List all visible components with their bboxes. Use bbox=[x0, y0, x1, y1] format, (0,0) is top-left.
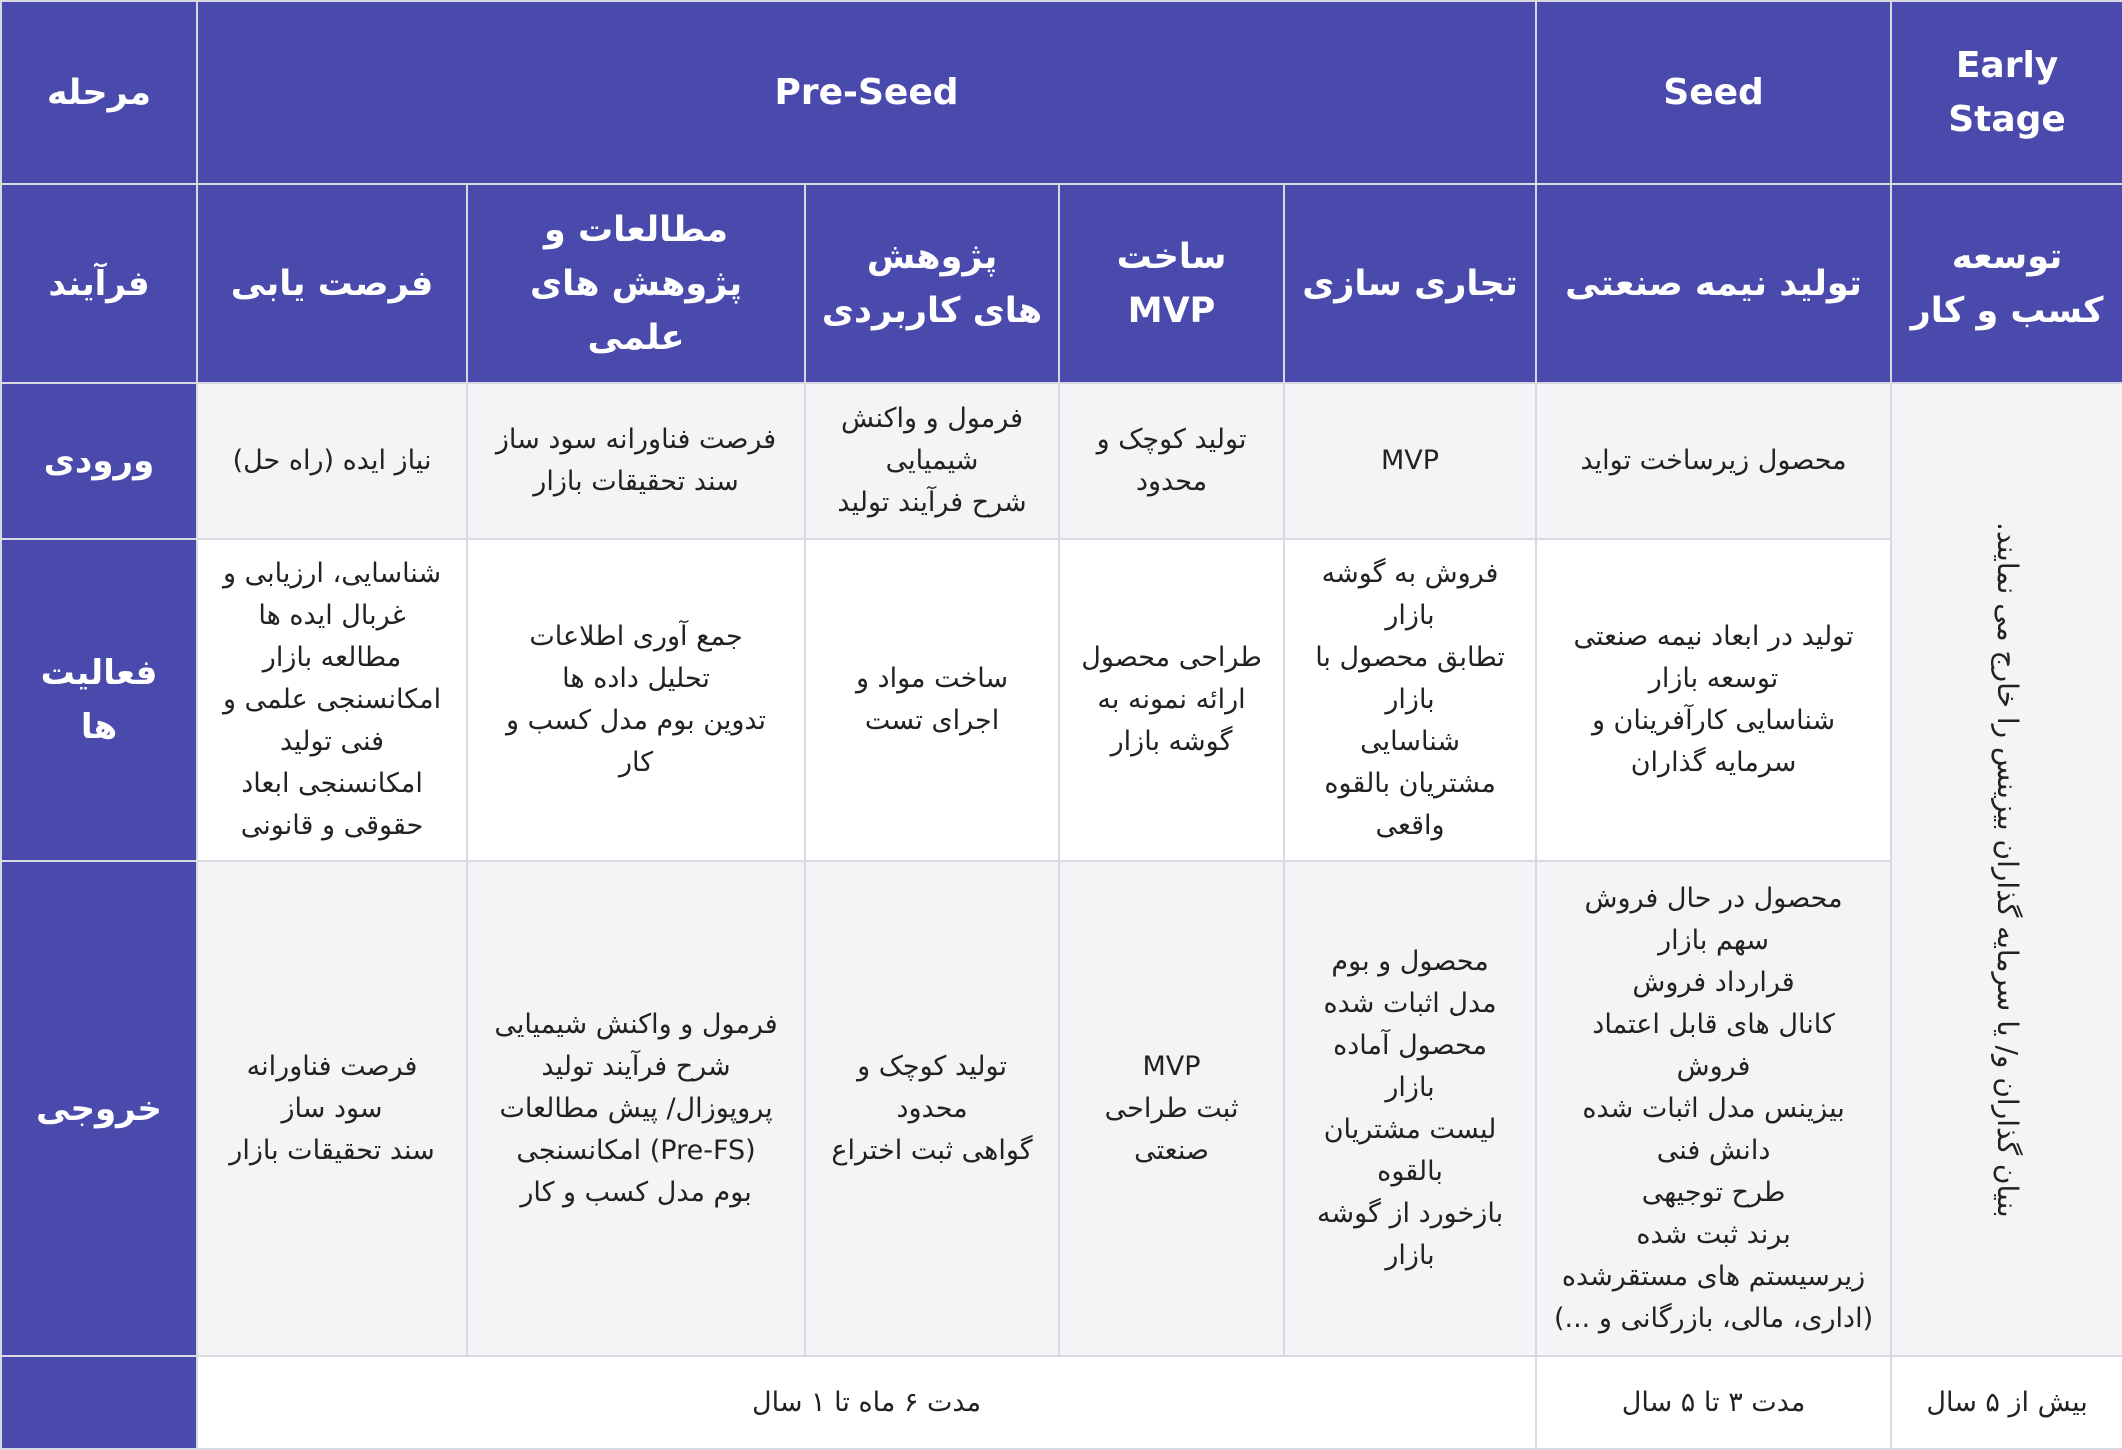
activities-mvp-build bbox=[1059, 539, 1284, 861]
cell-line: جمع آوری اطلاعات bbox=[529, 621, 743, 652]
cell-line: طرح توجیهی bbox=[1641, 1176, 1786, 1208]
output-mvp-build bbox=[1059, 861, 1284, 1356]
cell-line: تطابق محصول با bbox=[1315, 642, 1505, 673]
cell-line: محصول آماده bbox=[1333, 1029, 1487, 1061]
stage-early-stage-line: Early bbox=[1955, 44, 2059, 86]
process-line: MVP bbox=[1127, 290, 1216, 331]
cell-line: فروش به گوشه bbox=[1321, 558, 1499, 589]
output-applied-research bbox=[805, 861, 1059, 1356]
stage-early-stage bbox=[1891, 1, 2122, 184]
cell-line: فرصت فناورانه سود ساز bbox=[495, 424, 777, 455]
output-scientific-research bbox=[467, 861, 805, 1356]
cell-line: شیمیایی bbox=[885, 445, 979, 476]
duration-text: بیش از ۵ سال bbox=[1926, 1386, 2088, 1418]
stage-seed bbox=[1536, 1, 1891, 184]
input-scientific-research bbox=[467, 383, 805, 539]
cell-line: مدل اثبات شده bbox=[1323, 987, 1497, 1019]
cell-line: شناسایی کارآفرینان و bbox=[1591, 705, 1836, 736]
cell-line: فنی تولید bbox=[279, 726, 385, 757]
cell-line: توسعه بازار bbox=[1648, 663, 1779, 694]
cell-line: لیست مشتریان bbox=[1323, 1113, 1497, 1145]
process-line: توسعه bbox=[1951, 236, 2063, 277]
duration-text: مدت ۳ تا ۵ سال bbox=[1621, 1386, 1806, 1418]
cell-line: تولید کوچک و bbox=[1096, 424, 1247, 455]
cell-line: پروپوزال/ پیش مطالعات bbox=[499, 1092, 773, 1124]
cell-line: طراحی محصول bbox=[1081, 642, 1262, 673]
output-opportunity bbox=[197, 861, 467, 1356]
row-header-output-label: خروجی bbox=[36, 1088, 162, 1129]
duration-row bbox=[1, 1356, 2122, 1449]
activities-applied-research bbox=[805, 539, 1059, 861]
cell-line: بازار bbox=[1385, 600, 1435, 631]
process-row bbox=[1, 184, 2122, 383]
stage-pre-seed-label: Pre-Seed bbox=[774, 71, 959, 113]
row-header-stage-label: مرحله bbox=[46, 72, 152, 113]
cell-line: امکانسنجی ابعاد bbox=[241, 768, 423, 799]
early-stage-note-cell bbox=[1891, 383, 2122, 1356]
cell-line: محدود bbox=[1135, 466, 1208, 497]
row-header-duration bbox=[1, 1356, 197, 1449]
cell-line: فرمول و واکنش bbox=[841, 403, 1024, 434]
cell-line: امکانسنجی علمی و bbox=[222, 684, 442, 715]
cell-line: شناسایی، ارزیابی و bbox=[222, 558, 442, 589]
cell-line: سرمایه گذاران bbox=[1630, 747, 1797, 778]
row-header-activities-line: فعالیت bbox=[40, 653, 158, 693]
output-row bbox=[1, 861, 2122, 1356]
cell-line: بالقوه bbox=[1377, 1155, 1443, 1187]
cell-line: ثبت طراحی bbox=[1104, 1092, 1239, 1124]
process-line: علمی bbox=[587, 317, 685, 358]
cell-line: تدوین بوم مدل کسب و bbox=[506, 705, 767, 736]
duration-text: مدت ۶ ماه تا ۱ سال bbox=[751, 1386, 982, 1418]
cell-line: ارائه نمونه به bbox=[1097, 684, 1246, 715]
cell-line: بوم مدل کسب و کار bbox=[520, 1176, 752, 1208]
cell-line: سود ساز bbox=[281, 1092, 383, 1124]
cell-line: محصول و بوم bbox=[1331, 945, 1489, 977]
cell-line: (اداری، مالی، بازرگانی و ...) bbox=[1553, 1302, 1874, 1334]
cell-line: تولید کوچک و bbox=[857, 1050, 1007, 1082]
process-line: مطالعات و bbox=[544, 209, 729, 250]
cell-line: بازخورد از گوشه bbox=[1317, 1197, 1504, 1229]
cell-line: فرمول و واکنش شیمیایی bbox=[494, 1008, 778, 1040]
activities-opportunity bbox=[197, 539, 467, 861]
cell-line: دانش فنی bbox=[1656, 1134, 1771, 1166]
row-header-input bbox=[1, 383, 197, 539]
cell-line: بیزینس مدل اثبات شده bbox=[1582, 1092, 1845, 1124]
cell-line: مطالعه بازار bbox=[262, 642, 402, 673]
stage-early-stage-line: Stage bbox=[1948, 98, 2066, 140]
cell-line: کانال های قابل اعتماد bbox=[1592, 1008, 1835, 1040]
cell-line: واقعی bbox=[1375, 810, 1445, 841]
cell-line: صنعتی bbox=[1134, 1134, 1209, 1166]
input-mvp-build bbox=[1059, 383, 1284, 539]
row-header-process bbox=[1, 184, 197, 383]
process-line: کسب و کار bbox=[1910, 290, 2104, 331]
cell-line: سند تحقیقات بازار bbox=[533, 466, 739, 497]
row-header-activities-line: ها bbox=[80, 707, 118, 747]
process-line: پژوهش bbox=[866, 236, 998, 277]
cell-line: محصول در حال فروش bbox=[1584, 882, 1843, 914]
cell-line: غربال ایده ها bbox=[258, 600, 406, 631]
cell-line: نیاز ایده (راه حل) bbox=[232, 445, 432, 476]
process-line: های کاربردی bbox=[821, 290, 1043, 331]
cell-line: تحلیل داده ها bbox=[562, 663, 710, 694]
cell-line: MVP bbox=[1142, 1050, 1201, 1082]
process-line: تولید نیمه صنعتی bbox=[1565, 263, 1862, 304]
process-mvp-build bbox=[1059, 184, 1284, 383]
process-commercialization bbox=[1284, 184, 1536, 383]
row-header-stage bbox=[1, 1, 197, 184]
duration-seed bbox=[1536, 1356, 1891, 1449]
activities-row bbox=[1, 539, 2122, 861]
cell-line: MVP bbox=[1381, 445, 1440, 476]
process-semi-industrial bbox=[1536, 184, 1891, 383]
stage-row bbox=[1, 1, 2122, 184]
input-opportunity bbox=[197, 383, 467, 539]
process-scientific-research bbox=[467, 184, 805, 383]
output-semi-industrial bbox=[1536, 861, 1891, 1356]
stage-seed-label: Seed bbox=[1663, 71, 1764, 113]
process-applied-research bbox=[805, 184, 1059, 383]
input-row bbox=[1, 383, 2122, 539]
cell-line: گواهی ثبت اختراع bbox=[831, 1134, 1033, 1166]
early-stage-note: بنیان گذاران و/ یا سرمایه گذاران بیزینس را خارج می نمایند. bbox=[1991, 521, 2025, 1218]
input-commercialization bbox=[1284, 383, 1536, 539]
row-header-input-label: ورودی bbox=[43, 441, 155, 481]
process-line: ساخت bbox=[1116, 236, 1227, 277]
activities-commercialization bbox=[1284, 539, 1536, 861]
activities-scientific-research bbox=[467, 539, 805, 861]
cell-line: شرح فرآیند تولید bbox=[541, 1050, 731, 1082]
cell-line: حقوقی و قانونی bbox=[240, 810, 424, 841]
cell-line: برند ثبت شده bbox=[1636, 1218, 1791, 1250]
cell-line: فروش bbox=[1676, 1050, 1751, 1082]
cell-line: شناسایی bbox=[1360, 726, 1460, 757]
cell-line: زیرسیستم های مستقرشده bbox=[1561, 1260, 1866, 1292]
cell-line: گوشه بازار bbox=[1110, 726, 1233, 757]
duration-pre-seed bbox=[197, 1356, 1536, 1449]
row-header-process-label: فرآیند bbox=[48, 263, 150, 304]
input-semi-industrial bbox=[1536, 383, 1891, 539]
cell-line: شرح فرآیند تولید bbox=[837, 487, 1027, 518]
input-applied-research bbox=[805, 383, 1059, 539]
process-line: پژوهش های bbox=[530, 263, 743, 304]
early-stage-note-wrap bbox=[1906, 390, 2108, 1349]
output-commercialization bbox=[1284, 861, 1536, 1356]
cell-line: تولید در ابعاد نیمه صنعتی bbox=[1573, 621, 1854, 652]
cell-line: بازار bbox=[1385, 1239, 1435, 1271]
cell-line: محدود bbox=[896, 1092, 968, 1124]
cell-line: بازار bbox=[1385, 1071, 1435, 1103]
process-line: فرصت یابی bbox=[230, 263, 434, 304]
process-opportunity bbox=[197, 184, 467, 383]
cell-line: ساخت مواد و bbox=[855, 663, 1009, 694]
cell-line: قرارداد فروش bbox=[1632, 966, 1795, 998]
cell-line: محصول زیرساخت تواید bbox=[1580, 445, 1847, 476]
cell-line: اجرای تست bbox=[864, 705, 1000, 736]
row-header-activities bbox=[1, 539, 197, 861]
cell-line: کار bbox=[618, 747, 654, 778]
cell-line: فرصت فناورانه bbox=[246, 1050, 418, 1082]
cell-line: سهم بازار bbox=[1658, 924, 1770, 956]
stage-pre-seed bbox=[197, 1, 1536, 184]
cell-line: مشتریان بالقوه bbox=[1324, 768, 1496, 799]
process-business-dev bbox=[1891, 184, 2122, 383]
duration-early-stage bbox=[1891, 1356, 2122, 1449]
process-line: تجاری سازی bbox=[1302, 263, 1518, 304]
cell-line: بازار bbox=[1385, 684, 1435, 715]
cell-line: (Pre-FS) امکانسنجی bbox=[516, 1134, 756, 1166]
row-header-output bbox=[1, 861, 197, 1356]
cell-line: سند تحقیقات بازار bbox=[229, 1134, 435, 1166]
activities-semi-industrial bbox=[1536, 539, 1891, 861]
